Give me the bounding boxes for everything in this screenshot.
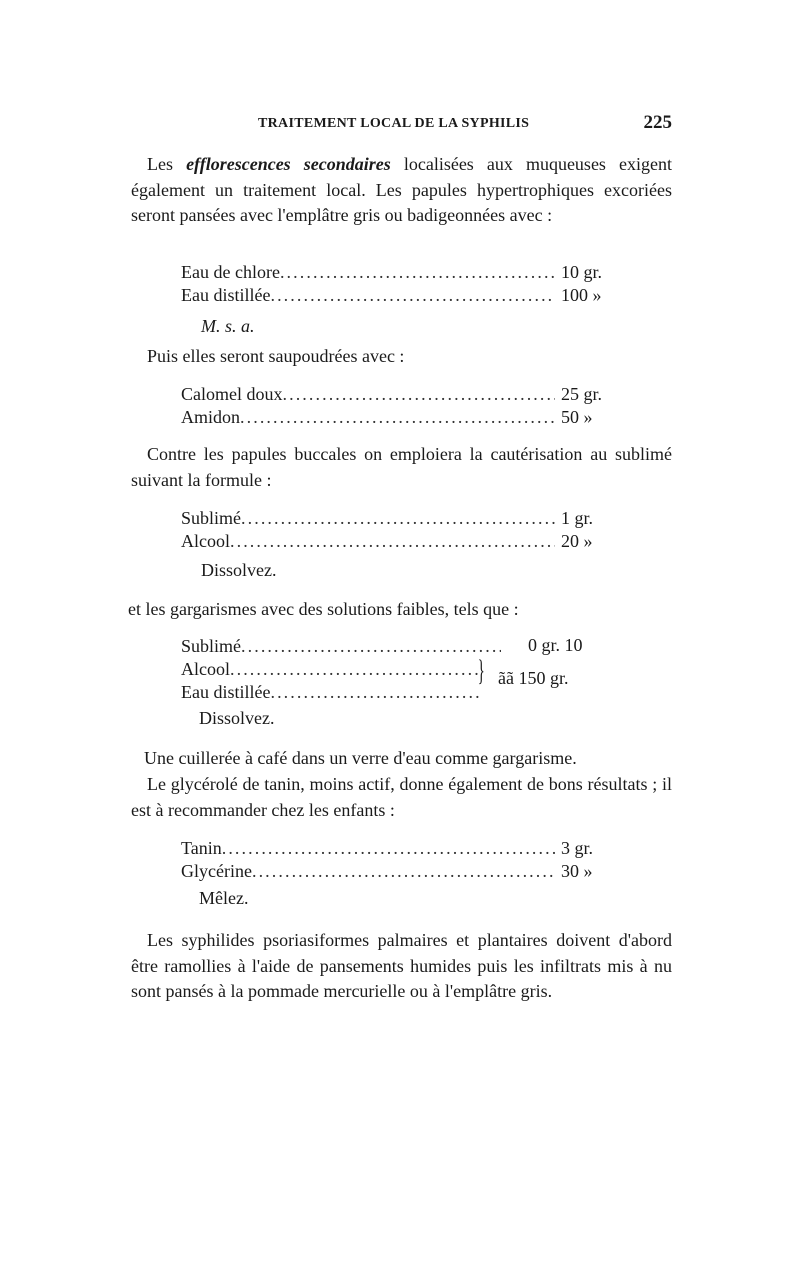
ingredient-name: Sublimé [181,636,242,656]
formula-row [181,507,627,530]
paragraph-efflorescences [131,152,672,229]
formula-row [181,261,627,284]
ingredient-amount: 3 gr. [561,838,594,858]
dissolvez-note: Dissolvez. [199,708,275,728]
leader-dots [270,284,555,307]
ingredient-name: Calomel doux [181,384,283,404]
paragraph-glycerole [131,772,672,823]
leader-dots [241,635,501,658]
leader-dots [270,681,481,704]
ingredient-amount: 0 gr. 10 [528,635,583,655]
leader-dots [222,837,555,860]
p1-italic: efflorescences secondaires [186,154,391,174]
leader-dots [252,860,555,883]
ingredient-amount: 50 » [561,407,593,427]
ingredient-amount: 30 » [561,861,593,881]
paragraph-cuilleree: Une cuillerée à café dans un verre d'eau comme gargarisme. [144,748,577,768]
formula-row [181,406,627,429]
melez-note: Mêlez. [199,888,249,908]
formula-row [181,681,481,704]
ingredient-name: Alcool [181,659,230,679]
ingredient-amount: 1 gr. [561,508,594,528]
p3-text: Contre les papules buccales on emploiera la cautérisation au sublimé suivant la formule : [131,444,672,490]
leader-dots [283,383,556,406]
formula-chlore [181,261,627,307]
ingredient-name: Alcool [181,531,230,551]
formula-row [181,284,627,307]
ingredient-name: Eau distillée [181,285,271,305]
p7-text: Les syphilides psoriasiformes palmaires et plantaires doivent d'abord être ramollies à l'aide de pansements humides puis les infiltrats mis à nu sont pansés à la pommade mercurielle ou à l'emplâtre gris. [131,930,672,1002]
formula-row [181,530,627,553]
ingredient-amount: 25 gr. [561,384,603,404]
paragraph-gargarismes: et les gargarismes avec des solutions faibles, tels que : [128,599,519,619]
msa-note: M. s. a. [201,316,255,336]
leader-dots [230,530,555,553]
formula-row [181,860,627,883]
formula-row [181,383,627,406]
shared-amount: ãã 150 gr. [498,668,569,688]
ingredient-amount: 20 » [561,531,593,551]
paragraph-papules-buccales [131,442,672,493]
ingredient-name: Glycérine [181,861,252,881]
formula-row [181,837,627,860]
running-title: TRAITEMENT LOCAL DE LA SYPHILIS [258,116,530,131]
ingredient-name: Tanin [181,838,222,858]
paragraph-saupoudrees: Puis elles seront saupoudrées avec : [147,346,405,366]
ingredient-name: Amidon [181,407,241,427]
formula-calomel [181,383,627,429]
ingredient-name: Sublimé [181,508,242,528]
dissolvez-note: Dissolvez. [201,560,277,580]
p6-text: Le glycérolé de tanin, moins actif, donne également de bons résultats ; il est à recommander chez les enfants : [131,774,672,820]
formula-gargarisme [181,635,501,704]
formula-row [181,658,481,681]
formula-row [181,635,501,658]
ingredient-amount: 10 gr. [561,262,603,282]
formula-tanin [181,837,627,883]
leader-dots [230,658,481,681]
leader-dots [241,507,555,530]
leader-dots [280,261,555,284]
leader-dots [240,406,555,429]
ingredient-amount: 100 » [561,285,602,305]
ingredient-name: Eau de chlore [181,262,280,282]
ingredient-name: Eau distillée [181,682,271,702]
formula-sublime [181,507,627,553]
page-number: 225 [643,112,672,133]
brace-symbol: } [477,654,485,687]
p1-after: localisées aux muqueuses exigent également un traitement local. Les papules hypertrophiques excoriées seront pansées avec l'emplâtre gris ou badigeonnées avec : [131,154,672,226]
paragraph-syphilides [131,928,672,1005]
p1-before: Les [147,154,187,174]
